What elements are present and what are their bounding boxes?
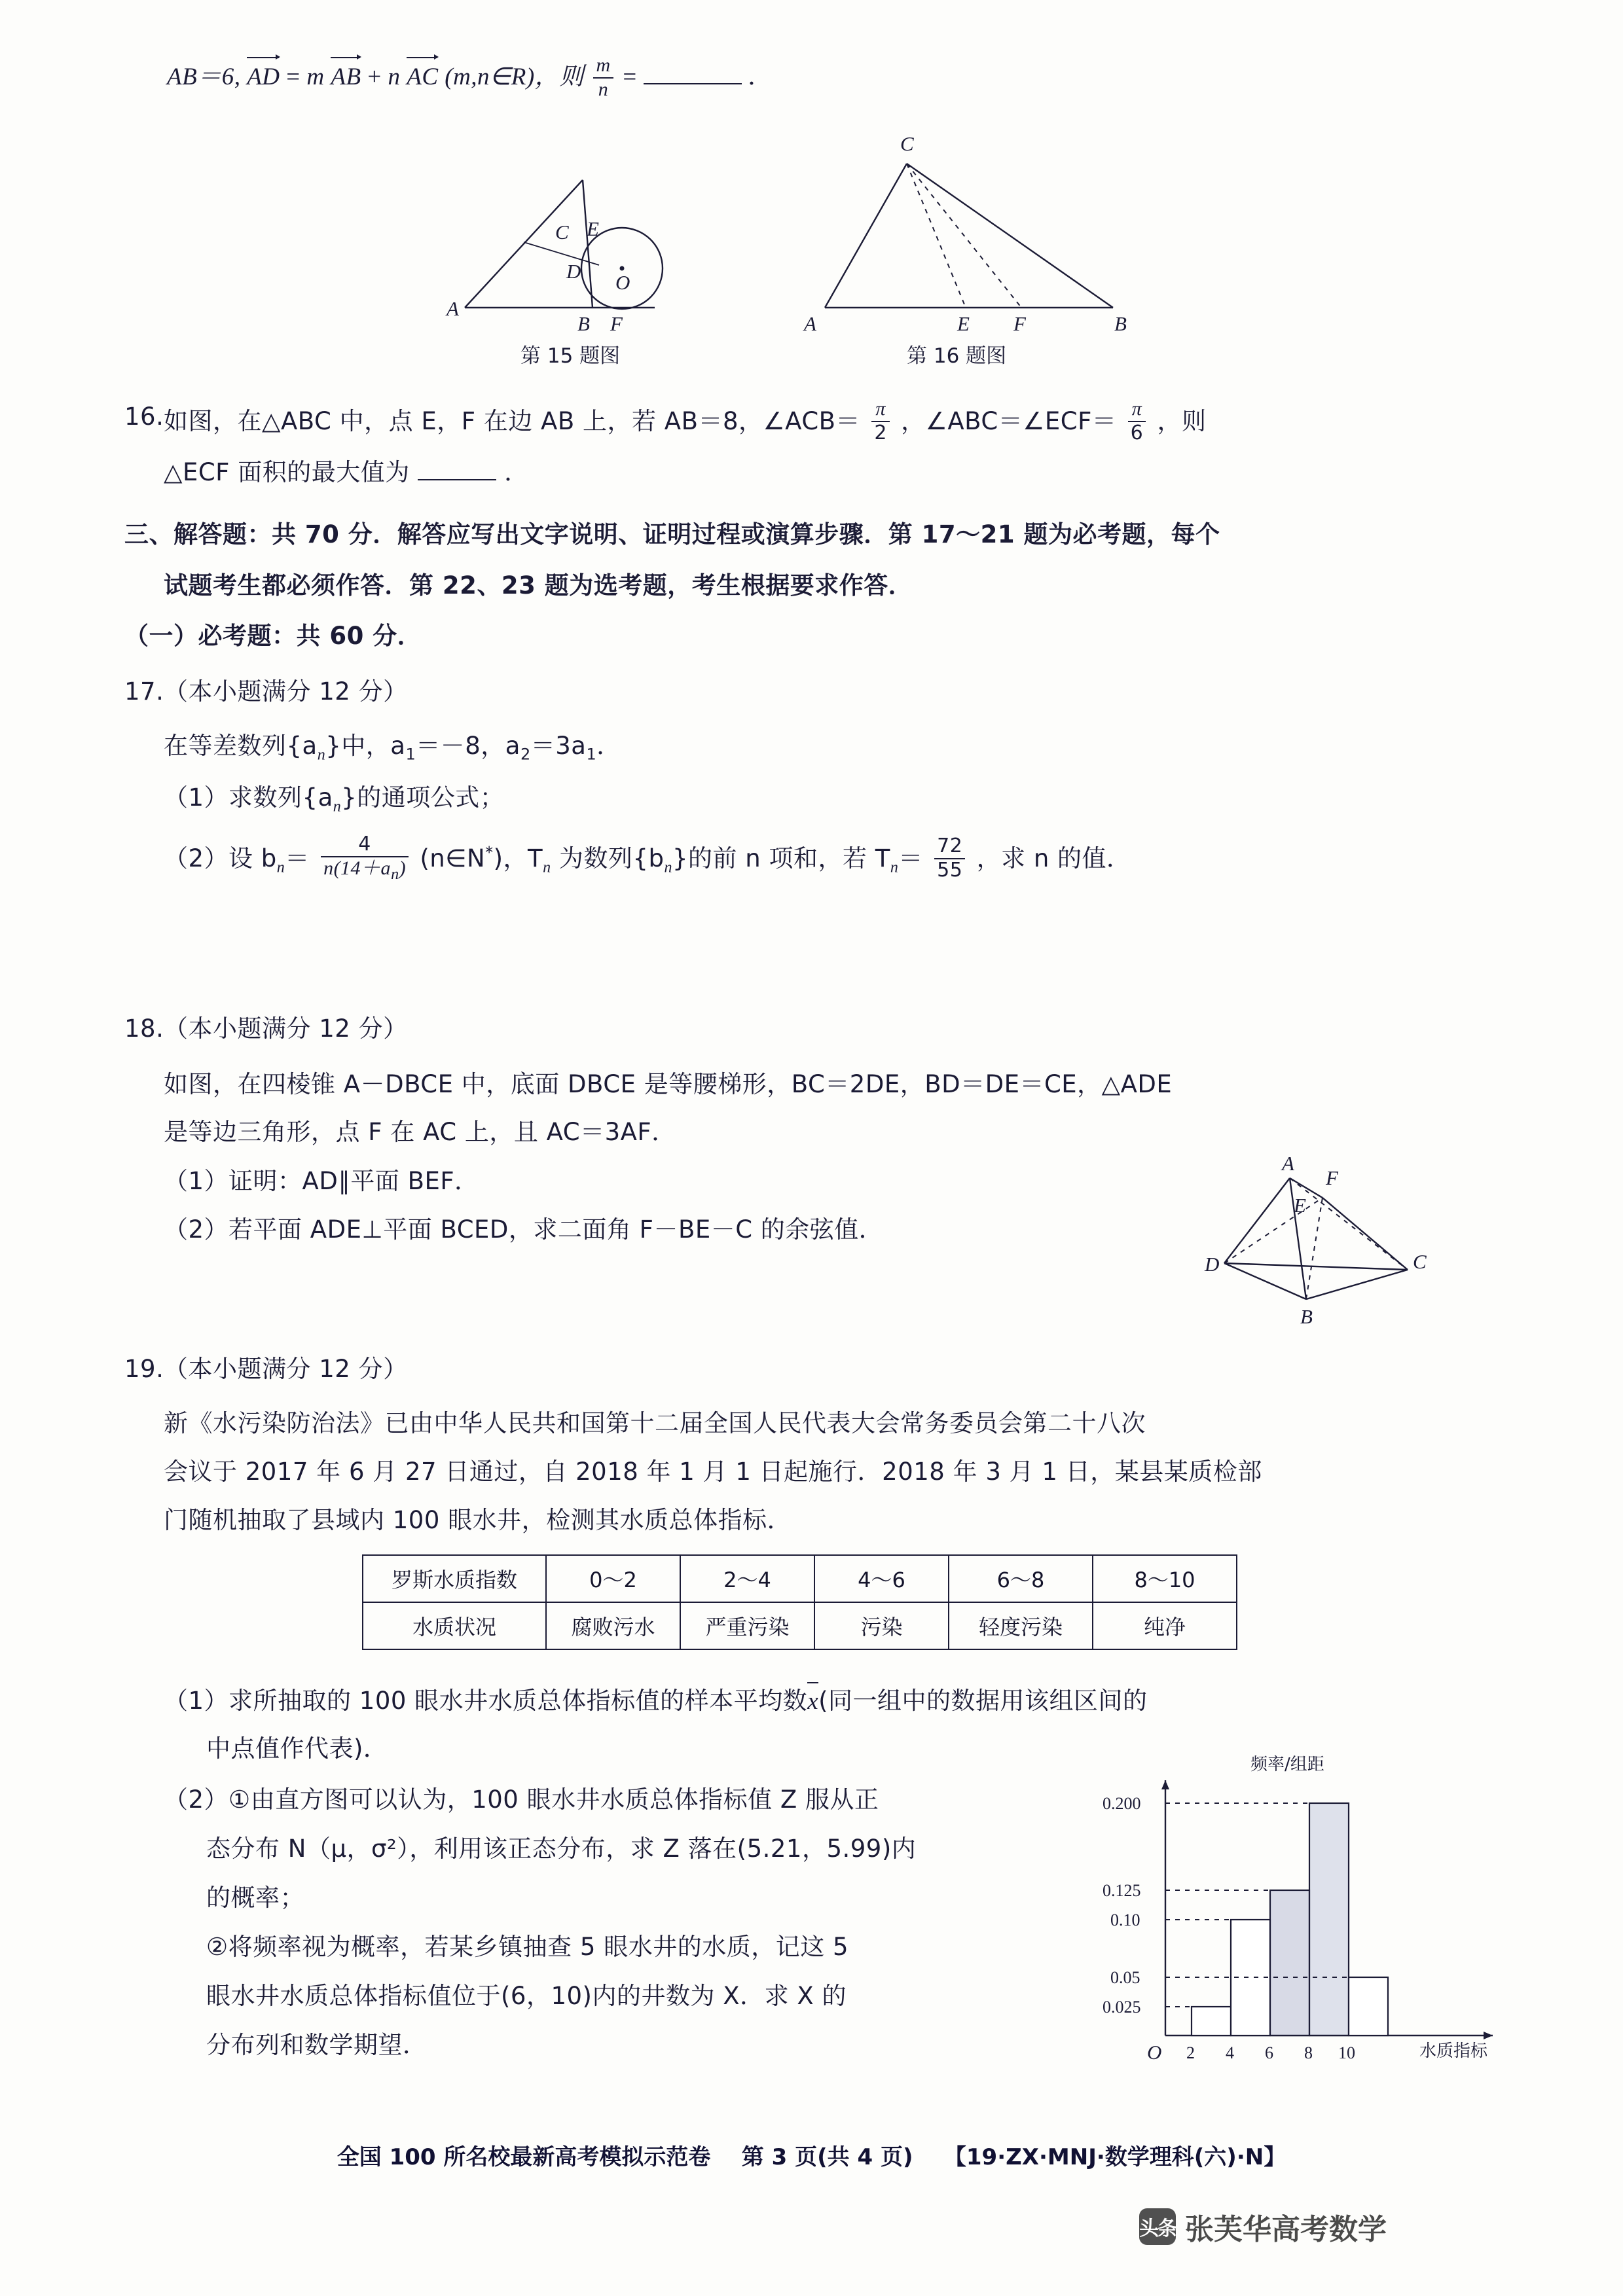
table-cell: 污染 xyxy=(814,1602,949,1649)
q16-text-2: ，∠ABC＝∠ECF＝ xyxy=(901,407,1117,435)
q17-line-2 xyxy=(164,780,504,818)
table-cell: 罗斯水质指数 xyxy=(363,1555,546,1602)
q17-tn-fraction xyxy=(934,835,965,882)
hist-ytick-010: 0.10 xyxy=(1110,1910,1140,1929)
table-cell: 0～2 xyxy=(546,1555,680,1602)
hist-ytick-0025: 0.025 xyxy=(1103,1998,1141,2017)
q17-l3eq: ＝ xyxy=(285,844,310,873)
section3-line-3: （一）必考题：共 60 分． xyxy=(124,622,422,650)
q15-result-equals: = xyxy=(623,63,637,90)
q16-frac-2 xyxy=(1128,398,1146,444)
q16-text-5: ． xyxy=(504,458,529,486)
fig18-label-C: C xyxy=(1413,1250,1427,1273)
q17-l3sub2: n xyxy=(543,859,551,876)
q18-line-3: （1）证明：AD∥平面 BEF． xyxy=(164,1167,479,1195)
q17-line-3 xyxy=(164,834,1131,885)
footer-page: 第 3 页(共 4 页) xyxy=(741,2144,913,2170)
q17-l2sub: n xyxy=(333,798,342,816)
fig15-label-F: F xyxy=(610,312,623,335)
q19-sub1-xbar: x xyxy=(807,1682,818,1719)
q16-frac1-num: π xyxy=(875,398,886,420)
q19-sub1a: （1）求所抽取的 100 眼水井水质总体指标值的样本平均数 xyxy=(164,1687,808,1715)
figure-15 xyxy=(447,144,746,340)
q16-frac2-num: π xyxy=(1131,398,1142,420)
q16-text-3: ，则 xyxy=(1157,407,1207,435)
fig16-label-A: A xyxy=(804,312,816,335)
q16-frac1-den: 2 xyxy=(871,421,890,445)
q19-sub2-line-1: （2）①由直方图可以认为，100 眼水井水质总体指标值 Z 服从正 xyxy=(164,1785,879,1814)
q19-header: （本小题满分 12 分） xyxy=(164,1355,408,1383)
q15-frac-denominator: n xyxy=(593,77,613,101)
q17-l3sub3: n xyxy=(664,859,672,876)
q17-bn-fraction xyxy=(321,833,409,884)
page-footer xyxy=(0,2139,1623,2171)
hist-xtick-4: 4 xyxy=(1226,2043,1234,2062)
q17-l3c: )，T xyxy=(493,844,543,873)
q15-tail-line xyxy=(167,56,773,102)
q17-frac-den xyxy=(321,856,409,884)
fig15-label-C: C xyxy=(555,221,569,243)
q19-line-2: 会议于 2017 年 6 月 27 日通过，自 2018 年 1 月 1 日起施行．2018 年 3 月 1 日，某县某质检部 xyxy=(164,1458,1262,1486)
q16-number: 16. xyxy=(124,403,164,431)
q15-vector-ac: AC xyxy=(407,58,438,95)
q19-sub2-line-2: 态分布 N（μ，σ²），利用该正态分布，求 Z 落在(5.21，5.99)内 xyxy=(206,1835,917,1863)
q16-line-1 xyxy=(164,399,1207,446)
q17-l3b: (n∈N xyxy=(420,844,486,873)
q17-l3e: }的前 n 项和，若 T xyxy=(672,844,890,873)
q15-frac-numerator: m xyxy=(596,54,611,76)
footer-code: 【19·ZX·MNJ·数学理科(六)·N】 xyxy=(943,2144,1286,2170)
toutiao-logo-icon: 头条 xyxy=(1139,2208,1176,2245)
q17-l1a: 在等差数列{a xyxy=(164,732,318,760)
q17-l3d: 为数列{b xyxy=(551,844,665,873)
q17-l1s2: 1 xyxy=(405,745,416,764)
q17-l3f: ＝ xyxy=(898,844,923,873)
q15-vector-ab: AB xyxy=(331,58,361,95)
watermark-text: 张芙华高考数学 xyxy=(1185,2213,1387,2246)
q16-frac2-den: 6 xyxy=(1128,421,1146,445)
q15-fraction xyxy=(593,54,613,101)
fig16-label-E: E xyxy=(957,312,970,335)
watermark xyxy=(1139,2206,1387,2248)
q15-ab: AB＝6, xyxy=(167,63,241,90)
figure-15-caption: 第 15 题图 xyxy=(520,344,621,368)
q18-header: （本小题满分 12 分） xyxy=(164,1014,408,1043)
fig15-label-E: E xyxy=(587,217,599,240)
fig18-label-D: D xyxy=(1205,1253,1220,1276)
fig18-label-E: E xyxy=(1294,1194,1306,1217)
q17-frac2-num: 72 xyxy=(937,834,963,858)
q17-l3sub4: n xyxy=(890,859,899,876)
hist-x-axis-label: 水质指标 xyxy=(1419,2041,1488,2061)
q19-sub1-line-1 xyxy=(164,1682,1148,1719)
q17-l3a: （2）设 b xyxy=(164,844,277,873)
section3-line-2: 试题考生都必须作答．第 22、23 题为选考题，考生根据要求作答． xyxy=(164,571,913,600)
q15-plus: + xyxy=(367,63,382,90)
table-cell: 腐败污水 xyxy=(546,1602,680,1649)
hist-xtick-6: 6 xyxy=(1265,2043,1273,2062)
q17-frac-num: 4 xyxy=(358,833,371,855)
table-cell: 严重污染 xyxy=(680,1602,814,1649)
table-cell: 6～8 xyxy=(949,1555,1093,1602)
fig15-label-B: B xyxy=(577,312,590,335)
q17-number: 17. xyxy=(124,677,164,706)
frequency-histogram xyxy=(1087,1754,1545,2062)
q17-l2b: }的通项公式； xyxy=(341,783,505,812)
section3-line-1: 三、解答题：共 70 分．解答应写出文字说明、证明过程或演算步骤．第 17～21 题为必考题，每个 xyxy=(124,520,1220,548)
q19-number: 19. xyxy=(124,1355,164,1383)
q17-line-1 xyxy=(164,728,621,766)
table-cell: 轻度污染 xyxy=(949,1602,1093,1649)
q16-frac-1 xyxy=(871,398,890,444)
q15-answer-blank xyxy=(644,63,742,84)
q16-text-4: △ECF 面积的最大值为 xyxy=(164,458,410,486)
q17-l1s1: n xyxy=(317,746,326,764)
table-cell: 8～10 xyxy=(1093,1555,1237,1602)
q19-sub2-line-4: ②将频率视为概率，若某乡镇抽查 5 眼水井的水质，记这 5 xyxy=(206,1933,849,1961)
fig15-label-O: O xyxy=(615,271,630,294)
q17-l1s3: 2 xyxy=(520,745,531,764)
q18-number: 18. xyxy=(124,1014,164,1043)
q16-answer-blank xyxy=(418,459,496,480)
fig18-label-A: A xyxy=(1282,1152,1294,1175)
q18-line-2: 是等边三角形，点 F 在 AC 上，且 AC＝3AF． xyxy=(164,1118,676,1146)
q18-line-1: 如图，在四棱锥 A－DBCE 中，底面 DBCE 是等腰梯形，BC＝2DE，BD＝DE＝CE，△ADE xyxy=(164,1070,1173,1098)
fig18-label-F: F xyxy=(1326,1166,1338,1189)
q19-line-3: 门随机抽取了县域内 100 眼水井，检测其水质总体指标． xyxy=(164,1506,792,1534)
q15-vector-ad: AD xyxy=(247,58,280,95)
figure-16-caption: 第 16 题图 xyxy=(907,344,1007,368)
hist-ytick-0125: 0.125 xyxy=(1103,1881,1141,1900)
q17-l1e: ． xyxy=(596,732,621,760)
fig18-label-B: B xyxy=(1300,1305,1313,1328)
hist-y-axis-label: 频率/组距 xyxy=(1250,1755,1324,1774)
table-cell: 纯净 xyxy=(1093,1602,1237,1649)
q16-line-2 xyxy=(164,455,529,490)
q17-l3sub: n xyxy=(276,859,285,876)
table-row xyxy=(363,1555,1237,1602)
q19-line-1: 新《水污染防治法》已由中华人民共和国第十二届全国人民代表大会常务委员会第二十八次 xyxy=(164,1409,1146,1437)
q19-sub2-line-3: 的概率； xyxy=(206,1884,304,1912)
q15-period: ． xyxy=(748,62,773,90)
hist-xtick-8: 8 xyxy=(1304,2043,1313,2062)
q19-sub1b: (同一组中的数据用该组区间的 xyxy=(818,1687,1148,1715)
fig16-label-B: B xyxy=(1114,312,1127,335)
q19-data-table xyxy=(362,1554,1237,1650)
table-row xyxy=(363,1602,1237,1649)
table-cell: 水质状况 xyxy=(363,1602,546,1649)
table-cell: 2～4 xyxy=(680,1555,814,1602)
q15-condition: (m,n∈R)，则 xyxy=(445,63,584,90)
q17-frac-den-b: ) xyxy=(399,857,407,879)
q19-sub2-line-5: 眼水井水质总体指标值位于(6，10)内的井数为 X．求 X 的 xyxy=(206,1982,847,2010)
figure-16 xyxy=(804,132,1146,337)
hist-origin-label: O xyxy=(1147,2041,1162,2064)
fig16-label-C: C xyxy=(900,132,914,155)
fig15-label-D: D xyxy=(566,260,581,283)
q17-frac-den-sub: n xyxy=(391,865,399,883)
hist-ytick-005: 0.05 xyxy=(1110,1968,1140,1987)
q15-equals: = xyxy=(286,63,301,90)
q17-l3g: ，求 n 的值． xyxy=(976,844,1131,873)
q17-l2a: （1）求数列{a xyxy=(164,783,333,812)
q17-l1b: }中，a xyxy=(325,732,406,760)
q19-sub2-line-6: 分布列和数学期望． xyxy=(206,2031,428,2059)
q17-l1s4: 1 xyxy=(586,745,597,764)
q17-l1d: ＝3a xyxy=(530,732,587,760)
q17-header: （本小题满分 12 分） xyxy=(164,677,408,706)
q17-l3star: * xyxy=(485,843,494,862)
table-cell: 4～6 xyxy=(814,1555,949,1602)
hist-xtick-2: 2 xyxy=(1186,2043,1195,2062)
fig15-label-A: A xyxy=(447,297,459,320)
q15-m: m xyxy=(306,63,325,90)
q17-frac-den-a: n(14＋a xyxy=(323,857,392,879)
q17-l1c: ＝－8，a xyxy=(416,732,520,760)
footer-left: 全国 100 所名校最新高考模拟示范卷 xyxy=(337,2144,711,2170)
fig16-label-F: F xyxy=(1013,312,1026,335)
q18-line-4: （2）若平面 ADE⊥平面 BCED，求二面角 F－BE－C 的余弦值． xyxy=(164,1215,884,1244)
q17-frac2-den: 55 xyxy=(934,858,965,882)
q16-text-1: 如图，在△ABC 中，点 E，F 在边 AB 上，若 AB＝8，∠ACB＝ xyxy=(164,407,861,435)
hist-xtick-10: 10 xyxy=(1338,2043,1355,2062)
figure-18 xyxy=(1205,1152,1506,1355)
q15-n: n xyxy=(388,63,401,90)
q19-sub1-line-2: 中点值作代表)． xyxy=(206,1734,388,1763)
hist-ytick-0200: 0.200 xyxy=(1103,1794,1141,1813)
